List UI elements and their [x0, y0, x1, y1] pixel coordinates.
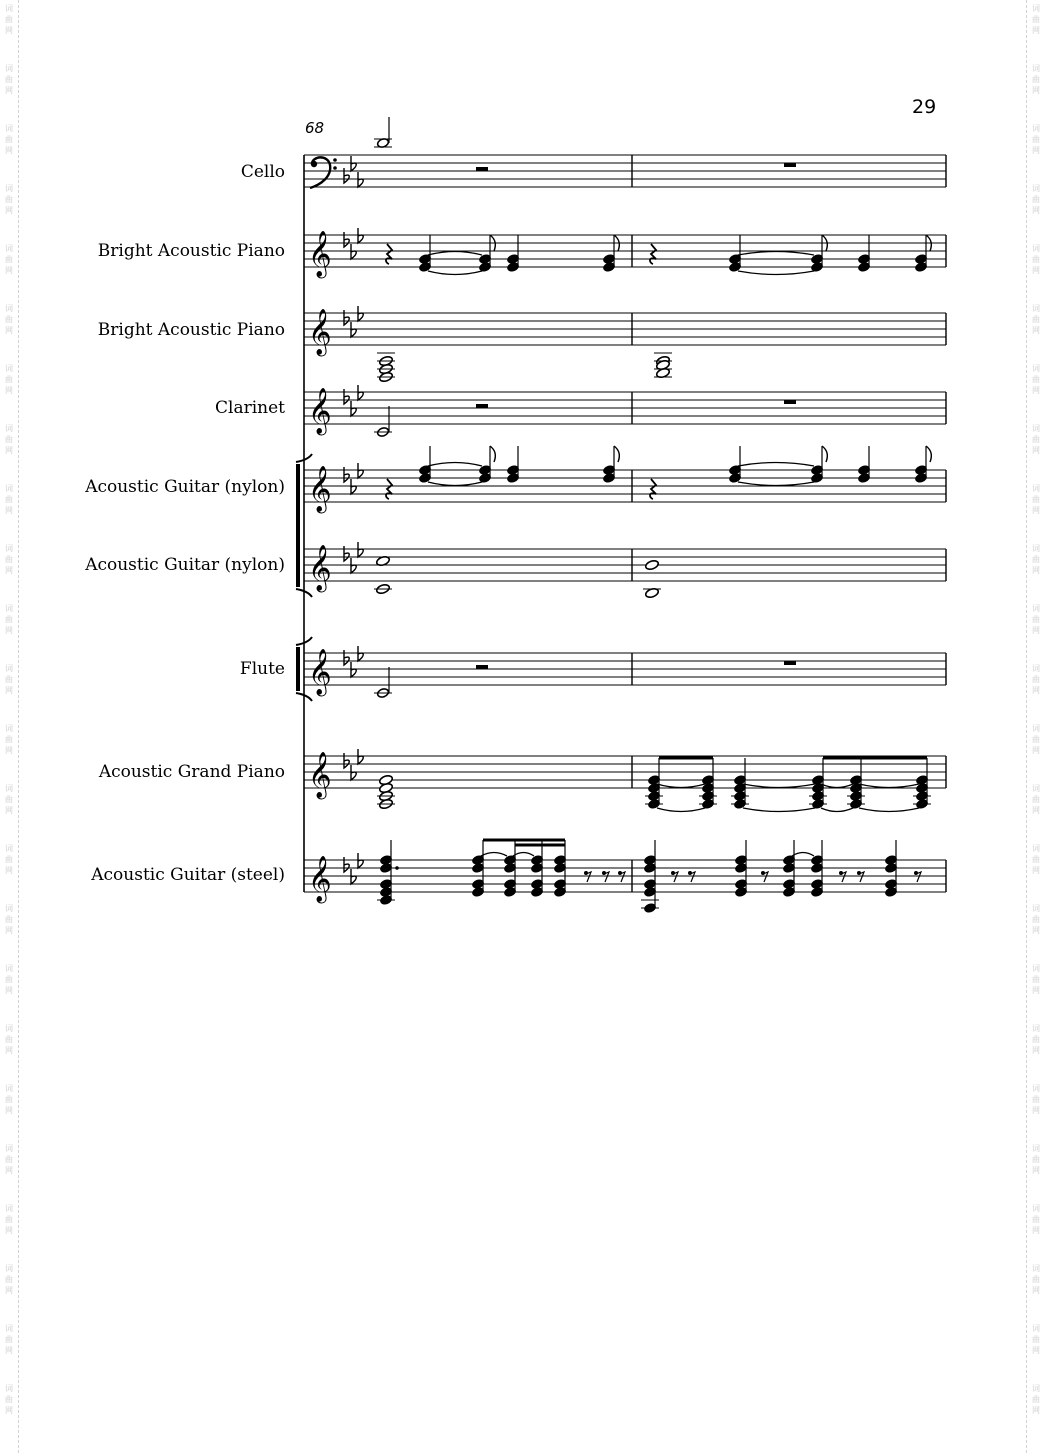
watermark-glyph: 曲 [5, 855, 13, 864]
watermark-glyph: 网 [5, 866, 13, 875]
flat-icon [344, 389, 349, 404]
watermark-glyph: 词 [5, 784, 13, 793]
page-number: 29 [912, 96, 937, 118]
watermark-glyph: 网 [5, 1046, 13, 1055]
treble-clef-icon: 𝄞 [308, 309, 332, 355]
watermark-glyph: 词 [1032, 544, 1040, 553]
watermark-glyph: 网 [1032, 1226, 1040, 1235]
instrument-label-bright-piano-1: Bright Acoustic Piano [97, 241, 285, 261]
watermark-glyph: 曲 [1032, 735, 1040, 744]
watermark-glyph: 词 [5, 1084, 13, 1093]
watermark-glyph: 曲 [1032, 675, 1040, 684]
flat-icon [351, 765, 356, 780]
watermark-glyph: 曲 [1032, 975, 1040, 984]
instrument-label-grand-piano: Acoustic Grand Piano [98, 762, 285, 782]
tie [738, 252, 814, 256]
watermark-glyph: 网 [5, 1406, 13, 1415]
watermark-glyph: 词 [1032, 484, 1040, 493]
flat-icon [351, 558, 356, 573]
flat-icon [351, 156, 356, 171]
watermark-glyph: 词 [5, 544, 13, 553]
watermark-glyph: 曲 [1032, 555, 1040, 564]
whole-rest [784, 400, 796, 404]
watermark-glyph: 词 [1032, 364, 1040, 373]
treble-clef-icon: 𝄞 [308, 649, 332, 695]
half-rest [476, 167, 488, 171]
watermark-glyph: 曲 [5, 315, 13, 324]
instrument-label-steel-guitar: Acoustic Guitar (steel) [91, 865, 285, 885]
watermark-glyph: 曲 [5, 1155, 13, 1164]
treble-clef-icon: 𝄞 [308, 545, 332, 591]
watermark-glyph: 网 [5, 806, 13, 815]
flat-icon [358, 463, 363, 478]
flat-icon [344, 168, 349, 183]
quarter-rest [650, 479, 656, 499]
watermark-glyph: 词 [1032, 184, 1040, 193]
flat-icon [358, 542, 363, 557]
tie [738, 482, 814, 486]
watermark-glyph: 网 [5, 746, 13, 755]
watermark-glyph: 词 [5, 904, 13, 913]
instrument-label-nylon-guitar-2: Acoustic Guitar (nylon) [85, 555, 285, 575]
flat-icon [344, 753, 349, 768]
watermark-glyph: 词 [1032, 244, 1040, 253]
watermark-glyph: 词 [5, 1024, 13, 1033]
tie [428, 271, 482, 275]
instrument-label-bright-piano-2: Bright Acoustic Piano [97, 320, 285, 340]
flat-icon [358, 172, 363, 187]
watermark-glyph: 曲 [5, 15, 13, 24]
watermark-glyph: 网 [1032, 1346, 1040, 1355]
watermark-glyph: 网 [1032, 326, 1040, 335]
quarter-rest [386, 479, 392, 499]
watermark-glyph: 词 [5, 244, 13, 253]
treble-clef-icon: 𝄞 [308, 856, 332, 902]
watermark-glyph: 曲 [1032, 1275, 1040, 1284]
tie [657, 784, 705, 788]
watermark-glyph: 曲 [1032, 135, 1040, 144]
watermark-glyph: 曲 [5, 735, 13, 744]
watermark-glyph: 词 [1032, 1264, 1040, 1273]
watermark-glyph: 词 [1032, 1144, 1040, 1153]
watermark-glyph: 曲 [5, 75, 13, 84]
flat-icon [344, 857, 349, 872]
quarter-rest [650, 244, 656, 264]
watermark-glyph: 网 [5, 86, 13, 95]
watermark-glyph: 网 [1032, 746, 1040, 755]
watermark-glyph: 词 [5, 964, 13, 973]
tie [428, 463, 482, 467]
instrument-label-cello: Cello [240, 162, 285, 182]
watermark-glyph: 曲 [5, 1335, 13, 1344]
watermark-glyph: 曲 [5, 255, 13, 264]
tie [738, 463, 814, 467]
watermark-glyph: 词 [1032, 1324, 1040, 1333]
watermark-glyph: 曲 [1032, 255, 1040, 264]
watermark-glyph: 曲 [5, 795, 13, 804]
watermark-glyph: 网 [5, 326, 13, 335]
bass-clef-icon [333, 158, 337, 162]
treble-clef-icon: 𝄞 [308, 466, 332, 512]
watermark-glyph: 曲 [5, 615, 13, 624]
watermark-glyph: 网 [1032, 1106, 1040, 1115]
watermark-glyph: 网 [5, 986, 13, 995]
tie [481, 853, 507, 857]
tie [821, 808, 853, 812]
watermark-glyph: 词 [1032, 64, 1040, 73]
watermark-glyph: 曲 [5, 135, 13, 144]
flat-icon [358, 853, 363, 868]
watermark-glyph: 词 [1032, 904, 1040, 913]
watermark-glyph: 词 [5, 124, 13, 133]
watermark-glyph: 词 [5, 4, 13, 13]
watermark-glyph: 词 [1032, 784, 1040, 793]
watermark-glyph: 网 [1032, 1406, 1040, 1415]
watermark-glyph: 词 [1032, 964, 1040, 973]
watermark-glyph: 网 [1032, 266, 1040, 275]
measure-number: 68 [305, 119, 325, 137]
tie [738, 271, 814, 275]
watermark-glyph: 曲 [1032, 795, 1040, 804]
half-rest [476, 665, 488, 669]
watermark-glyph: 曲 [5, 1275, 13, 1284]
tie [657, 808, 705, 812]
watermark-glyph: 网 [1032, 146, 1040, 155]
eighth-rest [690, 872, 695, 882]
watermark-glyph: 词 [1032, 124, 1040, 133]
watermark-glyph: 词 [5, 1264, 13, 1273]
flat-icon [344, 232, 349, 247]
watermark-glyph: 曲 [1032, 375, 1040, 384]
watermark-glyph: 网 [1032, 566, 1040, 575]
watermark-glyph: 曲 [1032, 315, 1040, 324]
watermark-glyph: 网 [1032, 86, 1040, 95]
watermark-glyph: 网 [1032, 806, 1040, 815]
tie [743, 784, 815, 788]
flat-icon [358, 306, 363, 321]
watermark-glyph: 网 [5, 506, 13, 515]
watermark-glyph: 曲 [1032, 1335, 1040, 1344]
flat-icon [351, 479, 356, 494]
instrument-label-nylon-guitar-1: Acoustic Guitar (nylon) [85, 477, 285, 497]
watermark-glyph: 网 [5, 626, 13, 635]
whole-rest [784, 163, 796, 167]
bass-clef-icon [311, 161, 317, 167]
eighth-rest [841, 872, 846, 882]
tie [859, 784, 919, 788]
watermark-glyph: 曲 [5, 1095, 13, 1104]
watermark-glyph: 曲 [1032, 1155, 1040, 1164]
watermark-glyph: 词 [5, 1204, 13, 1213]
flat-icon [358, 385, 363, 400]
watermark-glyph: 词 [1032, 844, 1040, 853]
watermark-glyph: 曲 [1032, 1395, 1040, 1404]
watermark-glyph: 网 [1032, 446, 1040, 455]
watermark-glyph: 词 [1032, 4, 1040, 13]
treble-clef-icon: 𝄞 [308, 752, 332, 798]
watermark-glyph: 曲 [1032, 1215, 1040, 1224]
eighth-rest [916, 872, 921, 882]
watermark-glyph: 网 [5, 386, 13, 395]
tie [743, 808, 815, 812]
watermark-glyph: 词 [1032, 1384, 1040, 1393]
dot [395, 866, 399, 870]
watermark-glyph: 曲 [1032, 75, 1040, 84]
eighth-rest [604, 872, 609, 882]
watermark-glyph: 词 [5, 844, 13, 853]
tie [428, 252, 482, 256]
watermark-glyph: 词 [5, 724, 13, 733]
watermark-glyph: 词 [1032, 604, 1040, 613]
watermark-glyph: 词 [5, 364, 13, 373]
treble-clef-icon: 𝄞 [308, 388, 332, 434]
watermark-glyph: 曲 [5, 675, 13, 684]
instrument-label-clarinet: Clarinet [215, 398, 285, 418]
flat-icon [351, 401, 356, 416]
flat-icon [351, 869, 356, 884]
half-rest [476, 404, 488, 408]
watermark-glyph: 词 [5, 424, 13, 433]
watermark-glyph: 词 [5, 664, 13, 673]
watermark-glyph: 词 [1032, 1204, 1040, 1213]
watermark-glyph: 词 [1032, 304, 1040, 313]
eighth-rest [859, 872, 864, 882]
watermark-glyph: 曲 [5, 435, 13, 444]
watermark-glyph: 网 [1032, 926, 1040, 935]
watermark-glyph: 网 [5, 26, 13, 35]
whole-rest [784, 661, 796, 665]
watermark-glyph: 曲 [5, 1035, 13, 1044]
watermark-glyph: 曲 [1032, 1035, 1040, 1044]
watermark-glyph: 网 [5, 1106, 13, 1115]
flat-icon [351, 662, 356, 677]
flat-icon [344, 650, 349, 665]
tie [428, 482, 482, 486]
watermark-glyph: 词 [5, 64, 13, 73]
watermark-glyph: 网 [5, 146, 13, 155]
watermark-glyph: 网 [1032, 386, 1040, 395]
flat-icon [351, 322, 356, 337]
watermark-glyph: 网 [1032, 986, 1040, 995]
watermark-glyph: 词 [1032, 424, 1040, 433]
tie [513, 853, 534, 857]
watermark-glyph: 网 [1032, 626, 1040, 635]
watermark-glyph: 网 [5, 266, 13, 275]
tie [859, 808, 919, 812]
watermark-glyph: 网 [1032, 1166, 1040, 1175]
watermark-glyph: 词 [5, 304, 13, 313]
flag [614, 446, 619, 462]
flat-icon [358, 749, 363, 764]
quarter-rest [386, 244, 392, 264]
watermark-glyph: 网 [5, 1286, 13, 1295]
watermark-glyph: 词 [5, 184, 13, 193]
flat-icon [344, 546, 349, 561]
eighth-rest [620, 872, 625, 882]
flat-icon [344, 310, 349, 325]
watermark-glyph: 曲 [5, 1395, 13, 1404]
watermark-glyph: 网 [5, 1226, 13, 1235]
watermark-glyph: 网 [1032, 26, 1040, 35]
bass-clef-icon [333, 166, 337, 170]
eighth-rest [673, 872, 678, 882]
watermark-glyph: 曲 [5, 1215, 13, 1224]
watermark-glyph: 曲 [1032, 495, 1040, 504]
watermark-glyph: 网 [1032, 1286, 1040, 1295]
watermark-glyph: 网 [1032, 506, 1040, 515]
flag [490, 446, 495, 462]
watermark-glyph: 词 [1032, 724, 1040, 733]
instrument-label-flute: Flute [239, 659, 285, 679]
watermark-glyph: 网 [1032, 1046, 1040, 1055]
watermark-glyph: 网 [5, 206, 13, 215]
flag [926, 446, 931, 462]
watermark-glyph: 网 [5, 446, 13, 455]
watermark-glyph: 网 [5, 566, 13, 575]
flag [822, 446, 827, 462]
watermark-glyph: 词 [5, 1144, 13, 1153]
flat-icon [358, 228, 363, 243]
watermark-glyph: 曲 [5, 975, 13, 984]
watermark-glyph: 网 [5, 686, 13, 695]
watermark-glyph: 曲 [5, 555, 13, 564]
watermark-glyph: 曲 [1032, 855, 1040, 864]
watermark-glyph: 词 [5, 1384, 13, 1393]
watermark-glyph: 曲 [1032, 195, 1040, 204]
watermark-glyph: 曲 [1032, 615, 1040, 624]
watermark-glyph: 曲 [5, 375, 13, 384]
watermark-glyph: 词 [5, 604, 13, 613]
flat-icon [358, 646, 363, 661]
watermark-glyph: 曲 [1032, 15, 1040, 24]
watermark-glyph: 网 [5, 1166, 13, 1175]
eighth-rest [586, 872, 591, 882]
watermark-glyph: 词 [5, 484, 13, 493]
watermark-glyph: 网 [1032, 686, 1040, 695]
watermark-glyph: 曲 [5, 495, 13, 504]
notehead [645, 559, 660, 571]
watermark-glyph: 词 [1032, 664, 1040, 673]
eighth-rest [763, 872, 768, 882]
watermark-glyph: 曲 [5, 915, 13, 924]
watermark-glyph: 词 [5, 1324, 13, 1333]
watermark-glyph: 网 [5, 926, 13, 935]
watermark-glyph: 曲 [1032, 915, 1040, 924]
flat-icon [351, 244, 356, 259]
flat-icon [344, 467, 349, 482]
watermark-glyph: 网 [1032, 206, 1040, 215]
watermark-glyph: 网 [1032, 866, 1040, 875]
watermark-glyph: 网 [5, 1346, 13, 1355]
tie [792, 853, 814, 857]
watermark-glyph: 曲 [1032, 1095, 1040, 1104]
treble-clef-icon: 𝄞 [308, 231, 332, 277]
watermark-glyph: 词 [1032, 1084, 1040, 1093]
tie [821, 784, 853, 788]
watermark-glyph: 曲 [5, 195, 13, 204]
watermark-glyph: 词 [1032, 1024, 1040, 1033]
watermark-glyph: 曲 [1032, 435, 1040, 444]
